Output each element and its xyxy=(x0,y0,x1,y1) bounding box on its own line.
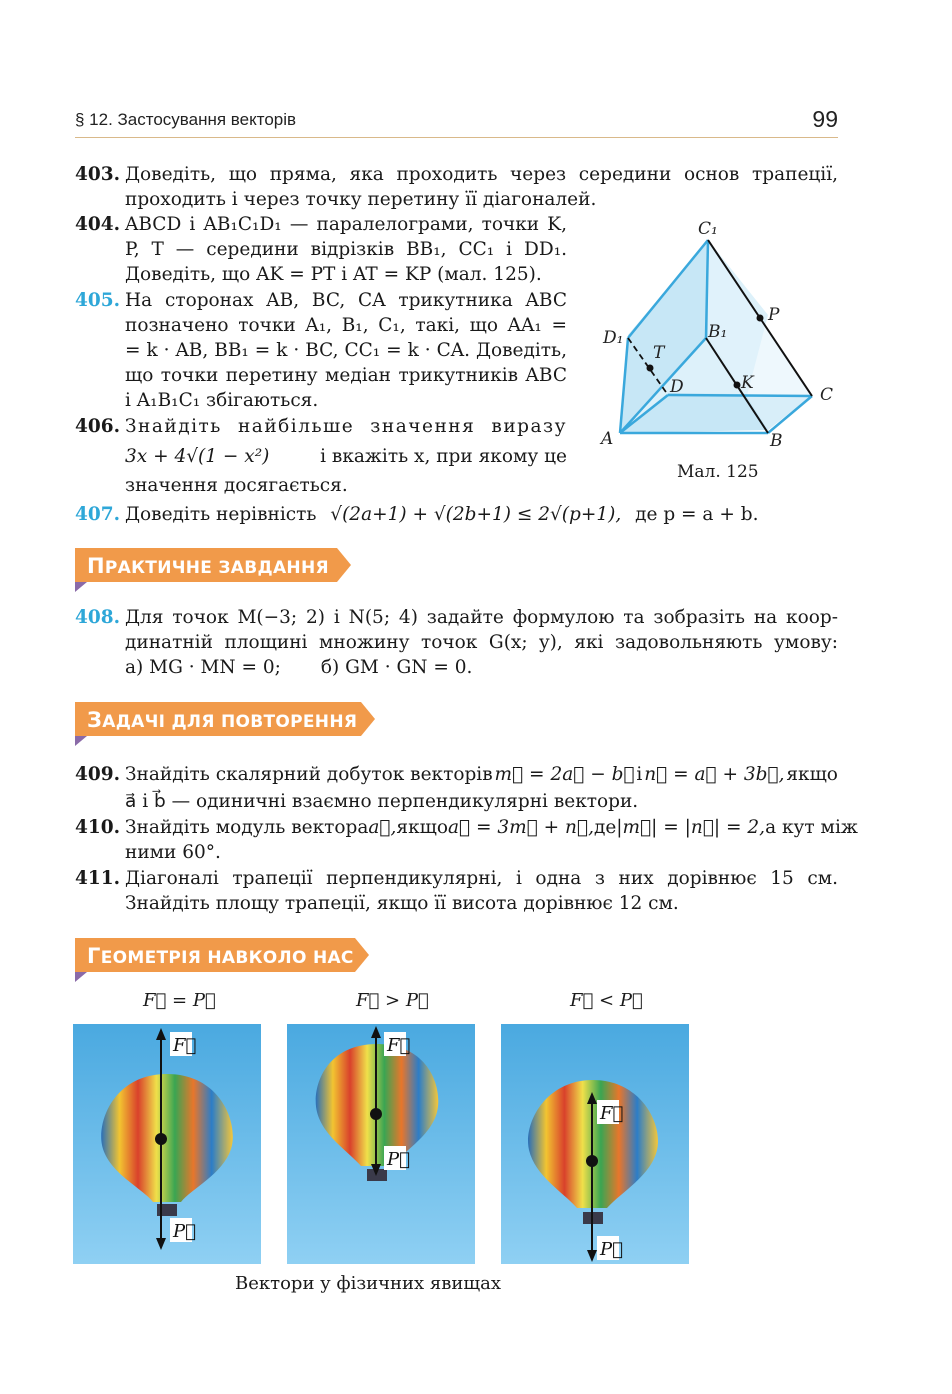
force-label-F: F⃗ xyxy=(173,1035,197,1056)
option-b: б) GM · GN = 0. xyxy=(320,657,473,678)
label-B1: B₁ xyxy=(708,322,728,342)
text-line: проходить і через точку перетину її діагоналей. xyxy=(125,189,597,210)
text-line: Діагоналі трапеції перпендикулярні, і одна з них дорівнює 15 см. xyxy=(125,868,838,889)
force-label-F: F⃗ xyxy=(387,1035,411,1056)
point-T xyxy=(647,365,654,372)
math-expression: 3x + 4√(1 − x²) xyxy=(125,446,270,467)
balloon-photo-less xyxy=(501,1024,689,1264)
label-D: D xyxy=(670,377,684,397)
option-a: а) MG · MN = 0; xyxy=(125,657,281,678)
math-expression: |m⃗| = |n⃗| = 2, xyxy=(616,817,766,838)
balloon-photo-greater xyxy=(287,1024,475,1264)
force-label-F: F⃗ xyxy=(600,1103,624,1124)
banner-practical xyxy=(75,548,351,582)
text-word: де xyxy=(593,817,617,838)
text-line: Доведіть, що пряма, яка проходить через середини основ трапеції, xyxy=(125,164,838,185)
banner-geometry-around xyxy=(75,938,369,972)
text-line: На сторонах AB, BC, CA трикутника ABC xyxy=(125,290,567,311)
text-line: де p = a + b. xyxy=(635,504,759,525)
figure-125 xyxy=(598,215,848,485)
text-line: позначено точки A₁, B₁, C₁, такі, що AA₁ = xyxy=(125,315,567,336)
banner-initial: З xyxy=(87,708,103,732)
problem-number: 404. xyxy=(75,214,121,235)
page-number: 99 xyxy=(812,106,838,132)
label-B: B xyxy=(770,431,783,451)
text-line: Для точок M(−3; 2) і N(5; 4) задайте формулою та зобразіть на коор- xyxy=(125,607,838,628)
edge-DC xyxy=(668,395,812,396)
header-rule xyxy=(75,137,838,138)
label-P: P xyxy=(768,305,780,325)
text-line: Знайдіть найбільше значення виразу xyxy=(125,416,567,437)
label-K: K xyxy=(741,373,754,393)
text-line: і A₁B₁C₁ збігаються. xyxy=(125,390,319,411)
banner-review xyxy=(75,702,375,736)
text-word: якщо xyxy=(786,764,838,785)
problem-number: 406. xyxy=(75,416,121,437)
banner-initial: Г xyxy=(87,944,101,968)
balloon-title-greater: F⃗ > P⃗ xyxy=(356,990,429,1011)
text-line: Знайдіть площу трапеції, якщо її висота дорівнює 12 см. xyxy=(125,893,679,914)
problem-number: 407. xyxy=(75,504,121,525)
math-expression: √(2a+1) + √(2b+1) ≤ 2√(p+1), xyxy=(330,504,622,525)
text-line: ABCD і AB₁C₁D₁ — паралелограми, точки K, xyxy=(125,214,567,235)
text-line: P, T — середини відрізків BB₁, CC₁ і DD₁. xyxy=(125,239,567,260)
problem-number: 410. xyxy=(75,817,121,838)
text-line: і вкажіть x, при якому це xyxy=(320,446,567,467)
math-expression: n⃗ = a⃗ + 3b⃗, xyxy=(644,764,785,785)
text-line: а кут між xyxy=(765,817,858,838)
text-line: = k · AB, BB₁ = k · BC, CC₁ = k · CA. Доведіть, xyxy=(125,340,567,361)
text-line: Знайдіть модуль вектора xyxy=(125,817,369,838)
point-K xyxy=(734,382,741,389)
banner-text: РАКТИЧНЕ ЗАВДАННЯ xyxy=(104,558,329,578)
figure-caption: Мал. 125 xyxy=(677,462,759,482)
label-A: A xyxy=(601,429,614,449)
section-title: § 12. Застосування векторів xyxy=(75,110,297,129)
force-label-P: P⃗ xyxy=(387,1149,410,1170)
label-D1: D₁ xyxy=(603,328,624,348)
problem-number: 408. xyxy=(75,607,121,628)
text-line: Знайдіть скалярний добуток векторів xyxy=(125,764,493,785)
banner-text: АДАЧІ ДЛЯ ПОВТОРЕННЯ xyxy=(102,712,358,732)
banner-initial: П xyxy=(87,554,105,578)
label-C1: C₁ xyxy=(698,219,718,239)
problem-number: 409. xyxy=(75,764,121,785)
photos-caption: Вектори у фізичних явищах xyxy=(235,1273,502,1294)
text-line: ними 60°. xyxy=(125,842,221,863)
balloon-title-less: F⃗ < P⃗ xyxy=(570,990,643,1011)
text-line: a⃗ і b⃗ — одиничні взаємно перпендикулярні вектори. xyxy=(125,791,639,812)
force-label-P: P⃗ xyxy=(600,1239,623,1260)
text-word: і xyxy=(636,764,643,785)
balloon-photo-equal xyxy=(73,1024,261,1264)
text-line: що точки перетину медіан трикутників ABC xyxy=(125,365,567,386)
math-expression: a⃗, xyxy=(368,817,397,838)
math-expression: a⃗ = 3m⃗ + n⃗, xyxy=(447,817,594,838)
label-T: T xyxy=(653,343,665,363)
problem-number: 405. xyxy=(75,290,121,311)
problem-number: 403. xyxy=(75,164,121,185)
text-line: Доведіть нерівність xyxy=(125,504,317,525)
banner-text: ЕОМЕТРІЯ НАВКОЛО НАС xyxy=(100,948,354,968)
text-line: значення досягається. xyxy=(125,475,348,496)
problem-number: 411. xyxy=(75,868,121,889)
point-P xyxy=(757,315,764,322)
label-C: C xyxy=(820,385,834,405)
text-line: динатній площині множину точок G(x; y), які задовольняють умову: xyxy=(125,632,838,653)
text-line: Доведіть, що AK = PT і AT = KP (мал. 125). xyxy=(125,264,542,285)
text-word: якщо xyxy=(396,817,448,838)
force-label-P: P⃗ xyxy=(173,1221,196,1242)
balloon-title-equal: F⃗ = P⃗ xyxy=(143,990,216,1011)
math-expression: m⃗ = 2a⃗ − b⃗ xyxy=(494,764,635,785)
